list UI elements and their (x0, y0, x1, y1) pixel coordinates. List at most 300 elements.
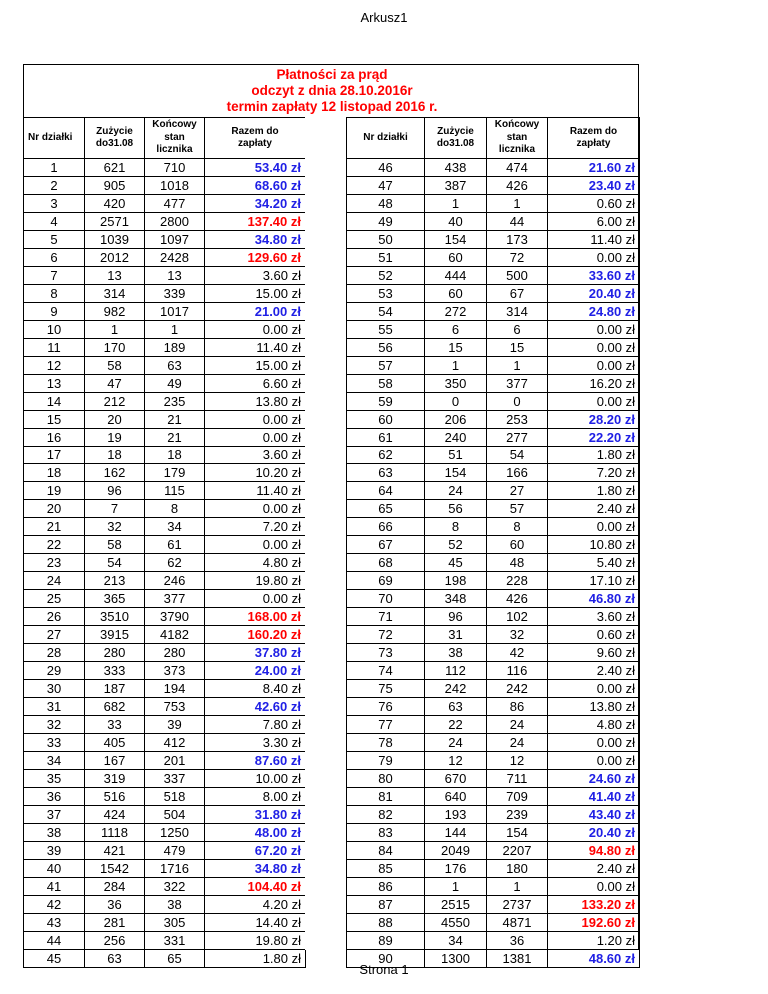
final-reading: 115 (145, 482, 205, 500)
final-reading: 39 (145, 716, 205, 734)
table-row (24, 266, 306, 284)
lot-number: 68 (347, 554, 425, 572)
usage-value: 2012 (85, 248, 145, 266)
table-row (347, 266, 640, 284)
amount-due: 19.80 zł (205, 572, 306, 590)
final-reading: 173 (487, 230, 548, 248)
amount-due: 14.40 zł (205, 913, 306, 931)
usage-value: 22 (425, 716, 487, 734)
amount-due: 10.00 zł (205, 769, 306, 787)
title-line-2: odczyt z dnia 28.10.2016r (251, 83, 413, 98)
lot-number: 2 (24, 176, 85, 194)
amount-due: 3.60 zł (205, 266, 306, 284)
table-body-left (24, 159, 306, 968)
table-row (347, 356, 640, 374)
lot-number: 40 (24, 859, 85, 877)
table-row (24, 751, 306, 769)
usage-value: 13 (85, 266, 145, 284)
final-reading: 246 (145, 572, 205, 590)
lot-number: 24 (24, 572, 85, 590)
final-reading: 67 (487, 284, 548, 302)
usage-value: 12 (425, 751, 487, 769)
table-row (24, 320, 306, 338)
amount-due: 46.80 zł (548, 590, 640, 608)
table-row (347, 931, 640, 949)
final-reading: 201 (145, 751, 205, 769)
lot-number: 35 (24, 769, 85, 787)
usage-value: 256 (85, 931, 145, 949)
amount-due: 24.60 zł (548, 769, 640, 787)
lot-number: 19 (24, 482, 85, 500)
amount-due: 0.60 zł (548, 194, 640, 212)
final-reading: 235 (145, 392, 205, 410)
payments-table-right (346, 117, 640, 968)
table-row (24, 734, 306, 752)
final-reading: 305 (145, 913, 205, 931)
final-reading: 21 (145, 410, 205, 428)
final-reading: 228 (487, 572, 548, 590)
amount-due: 21.60 zł (548, 159, 640, 177)
usage-value: 2049 (425, 841, 487, 859)
amount-due: 7.20 zł (548, 464, 640, 482)
table-row (347, 895, 640, 913)
final-reading: 1018 (145, 176, 205, 194)
header-final (145, 118, 205, 159)
amount-due: 3.60 zł (205, 446, 306, 464)
lot-number: 76 (347, 698, 425, 716)
lot-number: 46 (347, 159, 425, 177)
table-row (24, 841, 306, 859)
amount-due: 33.60 zł (548, 266, 640, 284)
final-reading: 154 (487, 823, 548, 841)
amount-due: 0.00 zł (548, 248, 640, 266)
table-row (347, 374, 640, 392)
final-reading: 0 (487, 392, 548, 410)
lot-number: 50 (347, 230, 425, 248)
table-row (347, 751, 640, 769)
lot-number: 15 (24, 410, 85, 428)
table-row (347, 428, 640, 446)
final-reading: 2737 (487, 895, 548, 913)
amount-due: 192.60 zł (548, 913, 640, 931)
header-lot: Nr działki (24, 118, 85, 159)
table-row (347, 823, 640, 841)
table-row (347, 644, 640, 662)
final-reading: 4182 (145, 626, 205, 644)
lot-number: 26 (24, 608, 85, 626)
usage-value: 1039 (85, 230, 145, 248)
lot-number: 60 (347, 410, 425, 428)
amount-due: 43.40 zł (548, 805, 640, 823)
table-row (24, 230, 306, 248)
usage-value: 45 (425, 554, 487, 572)
amount-due: 0.00 zł (548, 734, 640, 752)
usage-value: 58 (85, 356, 145, 374)
header-usage (425, 118, 487, 159)
usage-value: 2515 (425, 895, 487, 913)
table-row (347, 734, 640, 752)
amount-due: 8.40 zł (205, 680, 306, 698)
final-reading: 2428 (145, 248, 205, 266)
usage-value: 36 (85, 895, 145, 913)
page-number: Strona 1 (359, 962, 409, 977)
lot-number: 64 (347, 482, 425, 500)
amount-due: 0.00 zł (548, 751, 640, 769)
usage-value: 1118 (85, 823, 145, 841)
lot-number: 7 (24, 266, 85, 284)
amount-due: 3.30 zł (205, 734, 306, 752)
usage-value: 516 (85, 787, 145, 805)
table-row (347, 464, 640, 482)
table-row (347, 230, 640, 248)
lot-number: 17 (24, 446, 85, 464)
amount-due: 94.80 zł (548, 841, 640, 859)
amount-due: 28.20 zł (548, 410, 640, 428)
usage-value: 8 (425, 518, 487, 536)
header-lot: Nr działki (347, 118, 425, 159)
usage-value: 1 (425, 194, 487, 212)
usage-value: 198 (425, 572, 487, 590)
usage-value: 112 (425, 662, 487, 680)
final-reading: 60 (487, 536, 548, 554)
final-reading: 1 (487, 877, 548, 895)
usage-value: 51 (425, 446, 487, 464)
table-row (24, 500, 306, 518)
final-reading: 314 (487, 302, 548, 320)
lot-number: 41 (24, 877, 85, 895)
amount-due: 7.20 zł (205, 518, 306, 536)
final-reading: 1097 (145, 230, 205, 248)
final-reading: 339 (145, 284, 205, 302)
sheet-name: Arkusz1 (360, 10, 408, 25)
lot-number: 59 (347, 392, 425, 410)
usage-value: 63 (425, 698, 487, 716)
final-reading: 61 (145, 536, 205, 554)
final-reading: 194 (145, 680, 205, 698)
usage-value: 1 (425, 356, 487, 374)
table-row (347, 302, 640, 320)
final-reading: 180 (487, 859, 548, 877)
header-usage (85, 118, 145, 159)
lot-number: 10 (24, 320, 85, 338)
amount-due: 17.10 zł (548, 572, 640, 590)
table-row (24, 572, 306, 590)
final-reading: 1 (145, 320, 205, 338)
final-reading: 709 (487, 787, 548, 805)
final-reading: 32 (487, 626, 548, 644)
table-row (24, 356, 306, 374)
table-row (347, 877, 640, 895)
usage-value: 421 (85, 841, 145, 859)
lot-number: 89 (347, 931, 425, 949)
lot-number: 13 (24, 374, 85, 392)
final-reading: 2207 (487, 841, 548, 859)
payments-table-left (23, 117, 306, 968)
amount-due: 0.60 zł (548, 626, 640, 644)
table-row (347, 554, 640, 572)
lot-number: 20 (24, 500, 85, 518)
usage-value: 3915 (85, 626, 145, 644)
table-row (24, 194, 306, 212)
usage-value: 4550 (425, 913, 487, 931)
table-row (24, 590, 306, 608)
header-total (548, 118, 640, 159)
table-row (24, 464, 306, 482)
final-reading: 62 (145, 554, 205, 572)
usage-value: 54 (85, 554, 145, 572)
lot-number: 37 (24, 805, 85, 823)
usage-value: 438 (425, 159, 487, 177)
final-reading: 377 (487, 374, 548, 392)
table-row (347, 338, 640, 356)
lot-number: 69 (347, 572, 425, 590)
amount-due: 129.60 zł (205, 248, 306, 266)
usage-value: 333 (85, 662, 145, 680)
header-total-line-2: zapłaty (576, 138, 611, 149)
lot-number: 36 (24, 787, 85, 805)
usage-value: 60 (425, 248, 487, 266)
final-reading: 504 (145, 805, 205, 823)
usage-value: 154 (425, 230, 487, 248)
table-header (24, 118, 306, 159)
lot-number: 11 (24, 338, 85, 356)
lot-number: 78 (347, 734, 425, 752)
lot-number: 18 (24, 464, 85, 482)
table-row (24, 446, 306, 464)
amount-due: 7.80 zł (205, 716, 306, 734)
usage-value: 420 (85, 194, 145, 212)
amount-due: 6.60 zł (205, 374, 306, 392)
usage-value: 6 (425, 320, 487, 338)
lot-number: 48 (347, 194, 425, 212)
lot-number: 8 (24, 284, 85, 302)
header-usage-line-2: do31.08 (436, 138, 475, 149)
table-row (347, 805, 640, 823)
table-row (24, 392, 306, 410)
usage-value: 31 (425, 626, 487, 644)
final-reading: 38 (145, 895, 205, 913)
final-reading: 166 (487, 464, 548, 482)
lot-number: 79 (347, 751, 425, 769)
amount-due: 11.40 zł (205, 338, 306, 356)
amount-due: 0.00 zł (548, 356, 640, 374)
amount-due: 11.40 zł (205, 482, 306, 500)
usage-value: 15 (425, 338, 487, 356)
lot-number: 30 (24, 680, 85, 698)
table-row (24, 302, 306, 320)
amount-due: 0.00 zł (548, 877, 640, 895)
final-reading: 13 (145, 266, 205, 284)
table-row (24, 338, 306, 356)
usage-value: 424 (85, 805, 145, 823)
final-reading: 86 (487, 698, 548, 716)
final-reading: 1 (487, 194, 548, 212)
header-total-line-1: Razem do (231, 125, 279, 137)
table-row (347, 518, 640, 536)
lot-number: 85 (347, 859, 425, 877)
amount-due: 16.20 zł (548, 374, 640, 392)
final-reading: 239 (487, 805, 548, 823)
amount-due: 10.80 zł (548, 536, 640, 554)
amount-due: 4.80 zł (205, 554, 306, 572)
usage-value: 2571 (85, 212, 145, 230)
amount-due: 2.40 zł (548, 662, 640, 680)
usage-value: 242 (425, 680, 487, 698)
table-row (24, 536, 306, 554)
table-row (24, 823, 306, 841)
usage-value: 176 (425, 859, 487, 877)
lot-number: 14 (24, 392, 85, 410)
final-reading: 426 (487, 590, 548, 608)
usage-value: 47 (85, 374, 145, 392)
header-usage-line-1: Zużycie (96, 125, 133, 137)
usage-value: 63 (85, 949, 145, 967)
final-reading: 1716 (145, 859, 205, 877)
lot-number: 87 (347, 895, 425, 913)
table-row (24, 859, 306, 877)
table-row (24, 787, 306, 805)
usage-value: 1 (85, 320, 145, 338)
lot-number: 57 (347, 356, 425, 374)
usage-value: 682 (85, 698, 145, 716)
lot-number: 53 (347, 284, 425, 302)
amount-due: 67.20 zł (205, 841, 306, 859)
amount-due: 13.80 zł (205, 392, 306, 410)
amount-due: 24.00 zł (205, 662, 306, 680)
table-row (347, 212, 640, 230)
usage-value: 348 (425, 590, 487, 608)
table-row (347, 536, 640, 554)
amount-due: 19.80 zł (205, 931, 306, 949)
table-row (347, 284, 640, 302)
amount-due: 48.00 zł (205, 823, 306, 841)
table-body-right (347, 159, 640, 968)
final-reading: 474 (487, 159, 548, 177)
lot-number: 31 (24, 698, 85, 716)
lot-number: 88 (347, 913, 425, 931)
amount-due: 0.00 zł (548, 518, 640, 536)
usage-value: 32 (85, 518, 145, 536)
table-row (24, 716, 306, 734)
table-row (347, 320, 640, 338)
usage-value: 96 (85, 482, 145, 500)
final-reading: 479 (145, 841, 205, 859)
amount-due: 0.00 zł (205, 500, 306, 518)
amount-due: 0.00 zł (548, 680, 640, 698)
usage-value: 18 (85, 446, 145, 464)
usage-value: 7 (85, 500, 145, 518)
usage-value: 167 (85, 751, 145, 769)
table-row (347, 248, 640, 266)
amount-due: 21.00 zł (205, 302, 306, 320)
header-final-line-3: licznika (498, 144, 536, 156)
table-row (24, 608, 306, 626)
amount-due: 0.00 zł (548, 392, 640, 410)
final-reading: 2800 (145, 212, 205, 230)
final-reading: 189 (145, 338, 205, 356)
usage-value: 20 (85, 410, 145, 428)
final-reading: 24 (487, 734, 548, 752)
table-row (24, 805, 306, 823)
lot-number: 49 (347, 212, 425, 230)
amount-due: 0.00 zł (205, 428, 306, 446)
lot-number: 83 (347, 823, 425, 841)
amount-due: 11.40 zł (548, 230, 640, 248)
lot-number: 75 (347, 680, 425, 698)
usage-value: 281 (85, 913, 145, 931)
amount-due: 37.80 zł (205, 644, 306, 662)
usage-value: 1542 (85, 859, 145, 877)
final-reading: 412 (145, 734, 205, 752)
table-row (347, 176, 640, 194)
final-reading: 15 (487, 338, 548, 356)
final-reading: 65 (145, 949, 205, 967)
final-reading: 42 (487, 644, 548, 662)
amount-due: 4.20 zł (205, 895, 306, 913)
amount-due: 1.80 zł (548, 482, 640, 500)
header-final-line-1: Końcowy (152, 119, 197, 131)
final-reading: 48 (487, 554, 548, 572)
final-reading: 24 (487, 716, 548, 734)
final-reading: 1381 (487, 949, 548, 967)
lot-number: 22 (24, 536, 85, 554)
amount-due: 0.00 zł (548, 338, 640, 356)
lot-number: 55 (347, 320, 425, 338)
lot-number: 86 (347, 877, 425, 895)
table-row (347, 392, 640, 410)
lot-number: 1 (24, 159, 85, 177)
lot-number: 5 (24, 230, 85, 248)
final-reading: 27 (487, 482, 548, 500)
table-header (347, 118, 640, 159)
amount-due: 23.40 zł (548, 176, 640, 194)
final-reading: 253 (487, 410, 548, 428)
usage-value: 52 (425, 536, 487, 554)
amount-due: 2.40 zł (548, 500, 640, 518)
lot-number: 72 (347, 626, 425, 644)
amount-due: 68.60 zł (205, 176, 306, 194)
usage-value: 272 (425, 302, 487, 320)
lot-number: 16 (24, 428, 85, 446)
lot-number: 90 (347, 949, 425, 967)
amount-due: 0.00 zł (205, 536, 306, 554)
lot-number: 47 (347, 176, 425, 194)
usage-value: 38 (425, 644, 487, 662)
usage-value: 905 (85, 176, 145, 194)
usage-value: 34 (425, 931, 487, 949)
final-reading: 377 (145, 590, 205, 608)
usage-value: 1 (425, 877, 487, 895)
lot-number: 44 (24, 931, 85, 949)
final-reading: 63 (145, 356, 205, 374)
final-reading: 500 (487, 266, 548, 284)
usage-value: 19 (85, 428, 145, 446)
usage-value: 213 (85, 572, 145, 590)
usage-value: 365 (85, 590, 145, 608)
header-final-line-2: stan (506, 131, 528, 143)
final-reading: 18 (145, 446, 205, 464)
final-reading: 179 (145, 464, 205, 482)
lot-number: 28 (24, 644, 85, 662)
table-row (24, 410, 306, 428)
final-reading: 710 (145, 159, 205, 177)
amount-due: 20.40 zł (548, 284, 640, 302)
usage-value: 387 (425, 176, 487, 194)
amount-due: 13.80 zł (548, 698, 640, 716)
table-row (24, 374, 306, 392)
table-row (347, 859, 640, 877)
amount-due: 10.20 zł (205, 464, 306, 482)
